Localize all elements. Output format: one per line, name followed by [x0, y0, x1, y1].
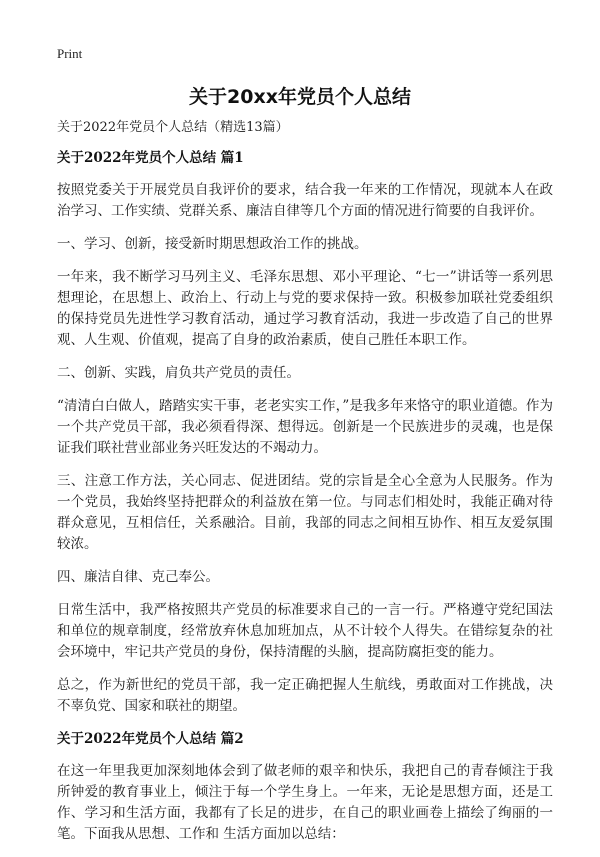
paragraph: 总之，作为新世纪的党员干部，我一定正确把握人生航线，勇敢面对工作挑战，决不辜负党、国家和联社的期望。 — [57, 677, 553, 714]
print-link[interactable]: Print — [57, 46, 83, 61]
paragraph: “清清白白做人，踏踏实实干事，老老实实工作，”是我多年来恪守的职业道德。作为一个共产党员干部，我必须看得深、想得远。创新是一个民族进步的灵魂，也是保证我们联社营业部业务兴旺发达的不竭动力。 — [57, 398, 553, 456]
paragraph: 按照党委关于开展党员自我评价的要求，结合我一年来的工作情况，现就本人在政治学习、工作实绩、党群关系、廉洁自律等几个方面的情况进行简要的自我评价。 — [57, 182, 553, 219]
paragraph: 日常生活中，我严格按照共产党员的标准要求自己的一言一行。严格遵守党纪国法和单位的规章制度，经常放弃休息加班加点，从不计较个人得失。在错综复杂的社会环境中，牢记共产党员的身份，保持清醒的头脑，提高防腐拒变的能力。 — [57, 602, 553, 660]
paragraph: 在这一年里我更加深刻地体会到了做老师的艰辛和快乐，我把自己的青春倾注于我所钟爱的教育事业上，倾注于每一个学生身上。一年来，无论是思想方面，还是工作、学习和生活方面，我都有了长足的进步，在自己的职业画卷上描绘了绚丽的一笔。下面我从思想、工作和 生活方面加以总结： — [57, 763, 553, 842]
paragraph: 一、学习、创新，接受新时期思想政治工作的挑战。 — [57, 236, 368, 252]
paragraph: 四、廉洁自律、克己奉公。 — [57, 569, 219, 585]
document-body — [57, 118, 553, 857]
page-title: 关于20xx年党员个人总结 — [189, 86, 411, 108]
section-heading-2: 关于2022年党员个人总结 篇2 — [57, 731, 244, 747]
paragraph: 二、创新、实践，肩负共产党员的责任。 — [57, 365, 300, 381]
section-heading-1: 关于2022年党员个人总结 篇1 — [57, 150, 244, 166]
paragraph: 一年来，我不断学习马列主义、毛泽东思想、邓小平理论、“七一”讲话等一系列思想理论，在思想上、政治上、行动上与党的要求保持一致。积极参加联社党委组织的保持党员先进性学习教育活动，通过学习教育活动，我进一步改造了自己的世界观、人生观、价值观，提高了自身的政治素质，使自己胜任本职工作。 — [57, 269, 553, 348]
paragraph: 三、注意工作方法，关心同志、促进团结。党的宗旨是全心全意为人民服务。作为一个党员，我始终坚持把群众的利益放在第一位。与同志们相处时，我能正确对待群众意见，互相信任，关系融洽。目前，我部的同志之间相互协作、相互友爱氛围较浓。 — [57, 473, 553, 552]
document-subtitle: 关于2022年党员个人总结（精选13篇） — [57, 120, 289, 135]
